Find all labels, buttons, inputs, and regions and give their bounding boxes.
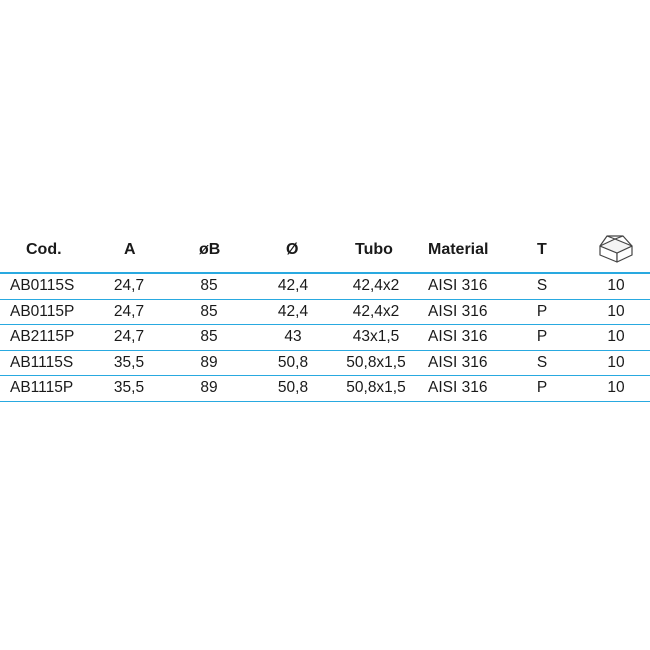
table-row <box>0 300 650 326</box>
cell-ob: 85 <box>200 328 218 345</box>
cell-t: P <box>536 302 548 320</box>
cell-t: P <box>536 379 548 396</box>
header-t: T <box>537 241 547 258</box>
cell-a: 24,7 <box>113 277 145 294</box>
cell-tubo: 50,8x1,5 <box>346 379 406 396</box>
cell-cod: AB0115S <box>10 277 75 294</box>
table-body <box>0 274 650 402</box>
cell-ob: 89 <box>200 379 218 396</box>
header-ob: øB <box>199 241 221 258</box>
box-icon <box>597 233 635 263</box>
table-row <box>0 325 650 351</box>
cell-tubo: 50,8x1,5 <box>346 353 406 371</box>
cell-material: AISI 316 <box>428 379 488 396</box>
cell-qty: 10 <box>607 328 625 345</box>
table-row <box>0 351 650 377</box>
cell-t: S <box>536 353 548 371</box>
cell-qty: 10 <box>607 302 625 320</box>
cell-material: AISI 316 <box>428 353 488 371</box>
cell-tubo: 43x1,5 <box>352 328 400 345</box>
cell-a: 24,7 <box>113 328 145 345</box>
header-material: Material <box>428 241 489 258</box>
cell-qty: 10 <box>607 353 625 371</box>
cell-t: S <box>536 277 548 294</box>
table-row <box>0 274 650 300</box>
cell-diam: 43 <box>284 328 302 345</box>
cell-material: AISI 316 <box>428 277 488 294</box>
cell-ob: 89 <box>200 353 218 371</box>
cell-material: AISI 316 <box>428 328 488 345</box>
cell-cod: AB0115P <box>10 302 75 320</box>
cell-tubo: 42,4x2 <box>352 277 400 294</box>
cell-cod: AB2115P <box>10 328 75 345</box>
cell-cod: AB1115P <box>10 379 74 396</box>
header-cod: Cod. <box>26 241 62 258</box>
cell-t: P <box>536 328 548 345</box>
header-diameter: Ø <box>286 241 299 258</box>
cell-cod: AB1115S <box>10 353 74 371</box>
header-a: A <box>124 241 136 258</box>
header-tubo: Tubo <box>355 241 393 258</box>
cell-diam: 50,8 <box>277 379 309 396</box>
cell-qty: 10 <box>607 379 625 396</box>
cell-diam: 42,4 <box>277 277 309 294</box>
cell-qty: 10 <box>607 277 625 294</box>
cell-a: 35,5 <box>113 353 145 371</box>
cell-ob: 85 <box>200 277 218 294</box>
table-row <box>0 376 650 402</box>
table-header <box>0 232 650 274</box>
cell-material: AISI 316 <box>428 302 488 320</box>
cell-ob: 85 <box>200 302 218 320</box>
cell-diam: 50,8 <box>277 353 309 371</box>
cell-diam: 42,4 <box>277 302 309 320</box>
cell-a: 24,7 <box>113 302 145 320</box>
cell-tubo: 42,4x2 <box>352 302 400 320</box>
product-table <box>0 232 650 402</box>
cell-a: 35,5 <box>113 379 145 396</box>
